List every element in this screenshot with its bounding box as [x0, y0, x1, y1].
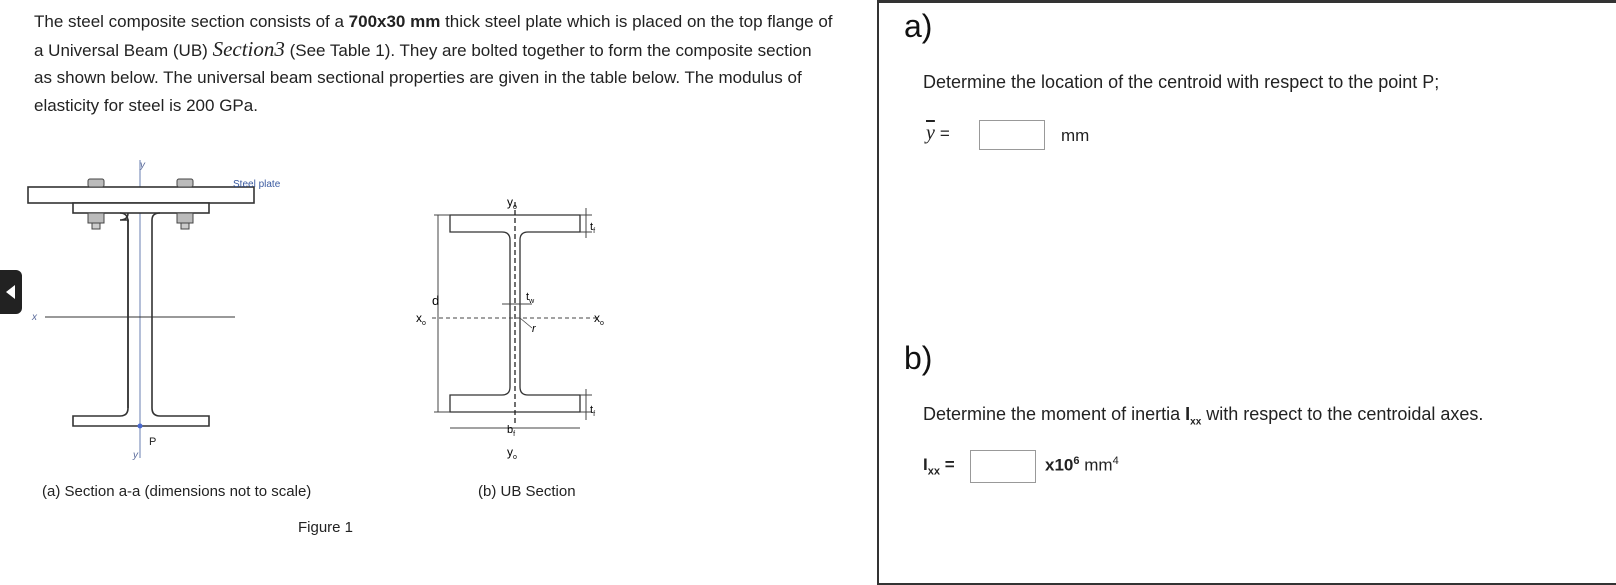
yo-top-sub: o: [513, 204, 517, 211]
ybar-label: [926, 122, 950, 145]
d-label: d: [432, 293, 440, 308]
ub-top-flange: [73, 203, 209, 213]
answer-panel-left-border: [877, 0, 879, 585]
steel-plate: [28, 187, 254, 203]
yo-bottom-y: y: [507, 445, 513, 459]
tf-top-label: [590, 221, 595, 235]
point-p-label: P: [149, 436, 157, 448]
xo-left-sub: o: [422, 320, 426, 327]
centroid-answer-input[interactable]: [979, 120, 1045, 150]
ixx-label: [923, 455, 955, 477]
tw-label: [526, 291, 535, 305]
y-axis-top-label: y: [140, 160, 145, 171]
centroid-unit: mm: [1061, 126, 1090, 145]
ixx-i: I: [923, 455, 928, 474]
yo-bottom-label: [507, 445, 517, 461]
xo-right-x: x: [594, 311, 600, 325]
point-p-marker: [138, 424, 143, 429]
ub-section-figure: [410, 192, 640, 462]
x-axis-label: x: [32, 312, 37, 323]
figure-title: Figure 1: [298, 519, 354, 536]
xo-right-sub: o: [600, 320, 604, 327]
tf-bottom-sub: f: [593, 411, 596, 418]
ub-web-outline: [73, 213, 209, 426]
part-a-prompt: Determine the location of the centroid with respect to the point P;: [923, 72, 1440, 92]
plate-dimensions: 700x30 mm: [348, 12, 441, 31]
part-b-heading: b): [904, 340, 933, 376]
section-name: Section3: [212, 36, 285, 61]
ixx-mult: x10: [1045, 455, 1074, 475]
bolt-nut-left: [88, 213, 104, 223]
problem-text-2: thick steel plate which is placed on the top flange of a Universal Beam (UB): [34, 12, 833, 60]
part-b-ixx-sub: xx: [1190, 416, 1202, 428]
problem-text-3: (See Table 1). They are bolted together to form the composite section as shown below. The universal beam sectional properties are given in the table below. The modulus of elasticity for steel is 200 GPa.: [34, 40, 812, 115]
bolt-head-right: [177, 179, 193, 187]
ixx-unit: [1045, 455, 1119, 476]
tf-top-sub: f: [593, 228, 596, 235]
ixx-eq: =: [939, 455, 955, 474]
ixx-answer-input[interactable]: [970, 450, 1036, 483]
part-a-heading: a): [904, 8, 933, 44]
collapse-tab-arrow-icon[interactable]: [0, 270, 22, 314]
xo-left-label: [416, 311, 426, 327]
y-axis-bottom-label: y: [133, 450, 138, 460]
part-b-prompt: [923, 404, 1483, 428]
tw-sub: w: [529, 298, 535, 305]
part-b-prompt-2: with respect to the centroidal axes.: [1201, 404, 1484, 424]
xo-right-label: [594, 311, 604, 327]
bolt-nut-right: [177, 213, 193, 223]
part-b-ixx: I: [1185, 404, 1191, 424]
problem-statement: [34, 8, 834, 119]
tf-bottom-t: t: [590, 404, 594, 416]
yo-bottom-sub: o: [513, 454, 517, 461]
bolt-tip-right: [181, 223, 189, 229]
bf-b: b: [507, 424, 514, 436]
bf-sub: f: [513, 431, 516, 438]
tw-t: t: [526, 291, 530, 303]
caption-a: (a) Section a-a (dimensions not to scale): [42, 483, 312, 500]
composite-section-figure: [20, 160, 320, 460]
problem-text-1: The steel composite section consists of a: [34, 12, 349, 31]
bolt-tip-left: [92, 223, 100, 229]
ybar-symbol: $\overline{y}$: [926, 122, 935, 144]
yo-top-y: y: [507, 195, 513, 209]
r-label: r: [532, 323, 536, 335]
caption-b: (b) UB Section: [478, 483, 576, 500]
part-b-prompt-1: Determine the moment of inertia: [923, 404, 1186, 424]
ixx-mult-exp: 6: [1073, 455, 1080, 467]
r-leader: [520, 318, 532, 328]
tf-bottom-label: [590, 404, 595, 418]
ixx-sub: xx: [927, 465, 940, 478]
ixx-unit-mm: mm: [1084, 455, 1113, 475]
answer-panel-top-border: [877, 0, 1616, 3]
xo-left-x: x: [416, 311, 422, 325]
bf-label: [507, 424, 515, 438]
steel-plate-label: Steel plate: [233, 179, 281, 190]
bolt-head-left: [88, 179, 104, 187]
tf-top-t: t: [590, 221, 594, 233]
ixx-unit-exp: 4: [1112, 455, 1119, 467]
ybar-equals: =: [939, 124, 950, 143]
